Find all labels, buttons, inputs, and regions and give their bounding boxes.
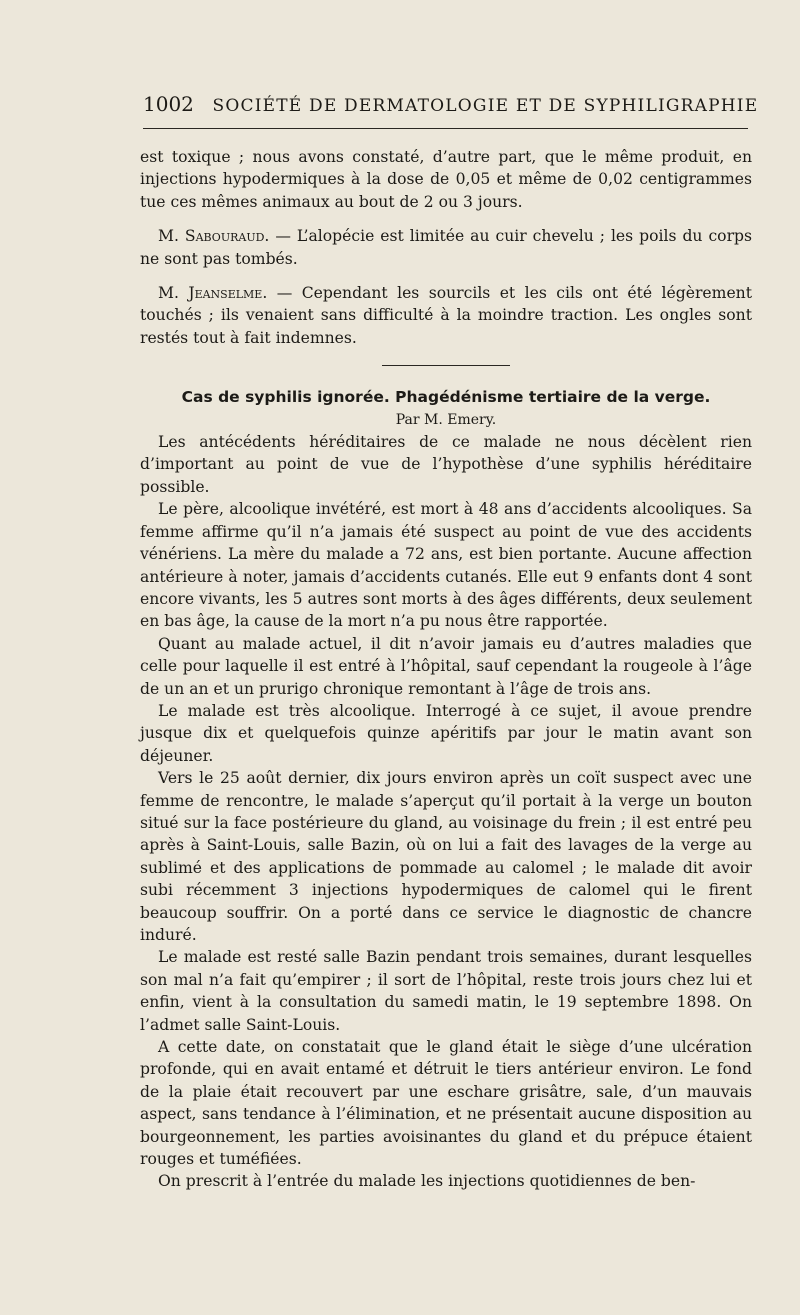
article-paragraph: Le malade est très alcoolique. Interrogé à ce sujet, il avoue prendre jusque dix et quelquefois quinze apéritifs par jour le matin avant son déjeuner. [140,701,752,765]
paragraph-jeanselme [140,282,752,349]
speaker-text: — Cependant les sourcils et les cils ont été légèrement touchés ; ils venaient sans difficulté à la moindre traction. Les ongles sont restés tout à fait indemnes. [140,284,752,347]
section-divider [382,365,510,366]
article-paragraph: Vers le 25 août dernier, dix jours environ après un coït suspect avec une femme de rencontre, le malade s’aperçut qu’il portait à la verge un bouton situé sur la face postérieure du gland, au voisinage du frein ; il est entré peu après à Saint-Louis, salle Bazin, où on lui a fait des lavages de la verge au sublimé et des applications de pommade au calomel ; le malade dit avoir subi récemment 3 injections hypodermiques de calomel qui le firent beaucoup souffrir. On a porté dans ce service le diagnostic de chancre induré. [140,769,752,944]
speaker-name: M. Sabouraud. [158,227,270,246]
article-paragraph: Quant au malade actuel, il dit n’avoir jamais eu d’autres maladies que celle pour laquelle il est entré à l’hôpital, sauf cependant la rougeole à l’âge de un an et un prurigo chronique remontant à l’âge de trois ans. [140,634,752,698]
running-head [143,92,759,116]
article-paragraph: On prescrit à l’entrée du malade les injections quotidiennes de ben- [158,1172,696,1191]
article-author: Par M. Emery. [395,411,497,428]
running-title: SOCIÉTÉ DE DERMATOLOGIE ET DE SYPHILIGRAPHIE [212,96,759,116]
article-paragraph: Le père, alcoolique invétéré, est mort à 48 ans d’accidents alcooliques. Sa femme affirme qu’il n’a jamais été suspect au point de vue des accidents vénériens. La mère du malade a 72 ans, est bien portante. Aucune affection antérieure à noter, jamais d’accidents cutanés. Elle eut 9 enfants dont 4 sont encore vivants, les 5 autres sont morts à des âges différents, deux seulement en bas âge, la cause de la mort n’a pu nous être rapportée. [140,500,752,631]
paragraph-sabouraud [140,225,752,270]
header-rule [143,128,748,129]
article-paragraph: Le malade est resté salle Bazin pendant trois semaines, durant lesquelles son mal n’a fait qu’empirer ; il sort de l’hôpital, reste trois jours chez lui et enfin, vient à la consultation du samedi matin, le 19 septembre 1898. On l’admet salle Saint-Louis. [140,948,752,1034]
speaker-text: — L’alopécie est limitée au cuir chevelu ; les poils du corps ne sont pas tombés. [140,227,753,268]
text-body [140,146,752,1193]
paragraph-continued: est toxique ; nous avons constaté, d’autre part, que le même produit, en injections hypodermiques à la dose de 0,05 et même de 0,02 centigrammes tue ces mêmes animaux au bout de 2 ou 3 jours. [140,148,752,211]
article-paragraph: A cette date, on constatait que le gland était le siège d’une ulcération profonde, qui en avait entamé et détruit le tiers antérieur environ. Le fond de la plaie était recouvert par une eschare grisâtre, sale, d’un mauvais aspect, sans tendance à l’élimination, et ne présentait aucune disposition au bourgeonnement, les parties avoisinantes du gland et du prépuce étaient rouges et tuméfiées. [140,1038,752,1169]
article-title: Cas de syphilis ignorée. Phagédénisme tertiaire de la verge. [181,388,711,407]
article-paragraph: Les antécédents héréditaires de ce malade ne nous décèlent rien d’important au point de vue de l’hypothèse d’une syphilis héréditaire possible. [140,433,752,496]
speaker-name: M. Jeanselme. [158,284,268,303]
page-number: 1002 [143,92,194,116]
